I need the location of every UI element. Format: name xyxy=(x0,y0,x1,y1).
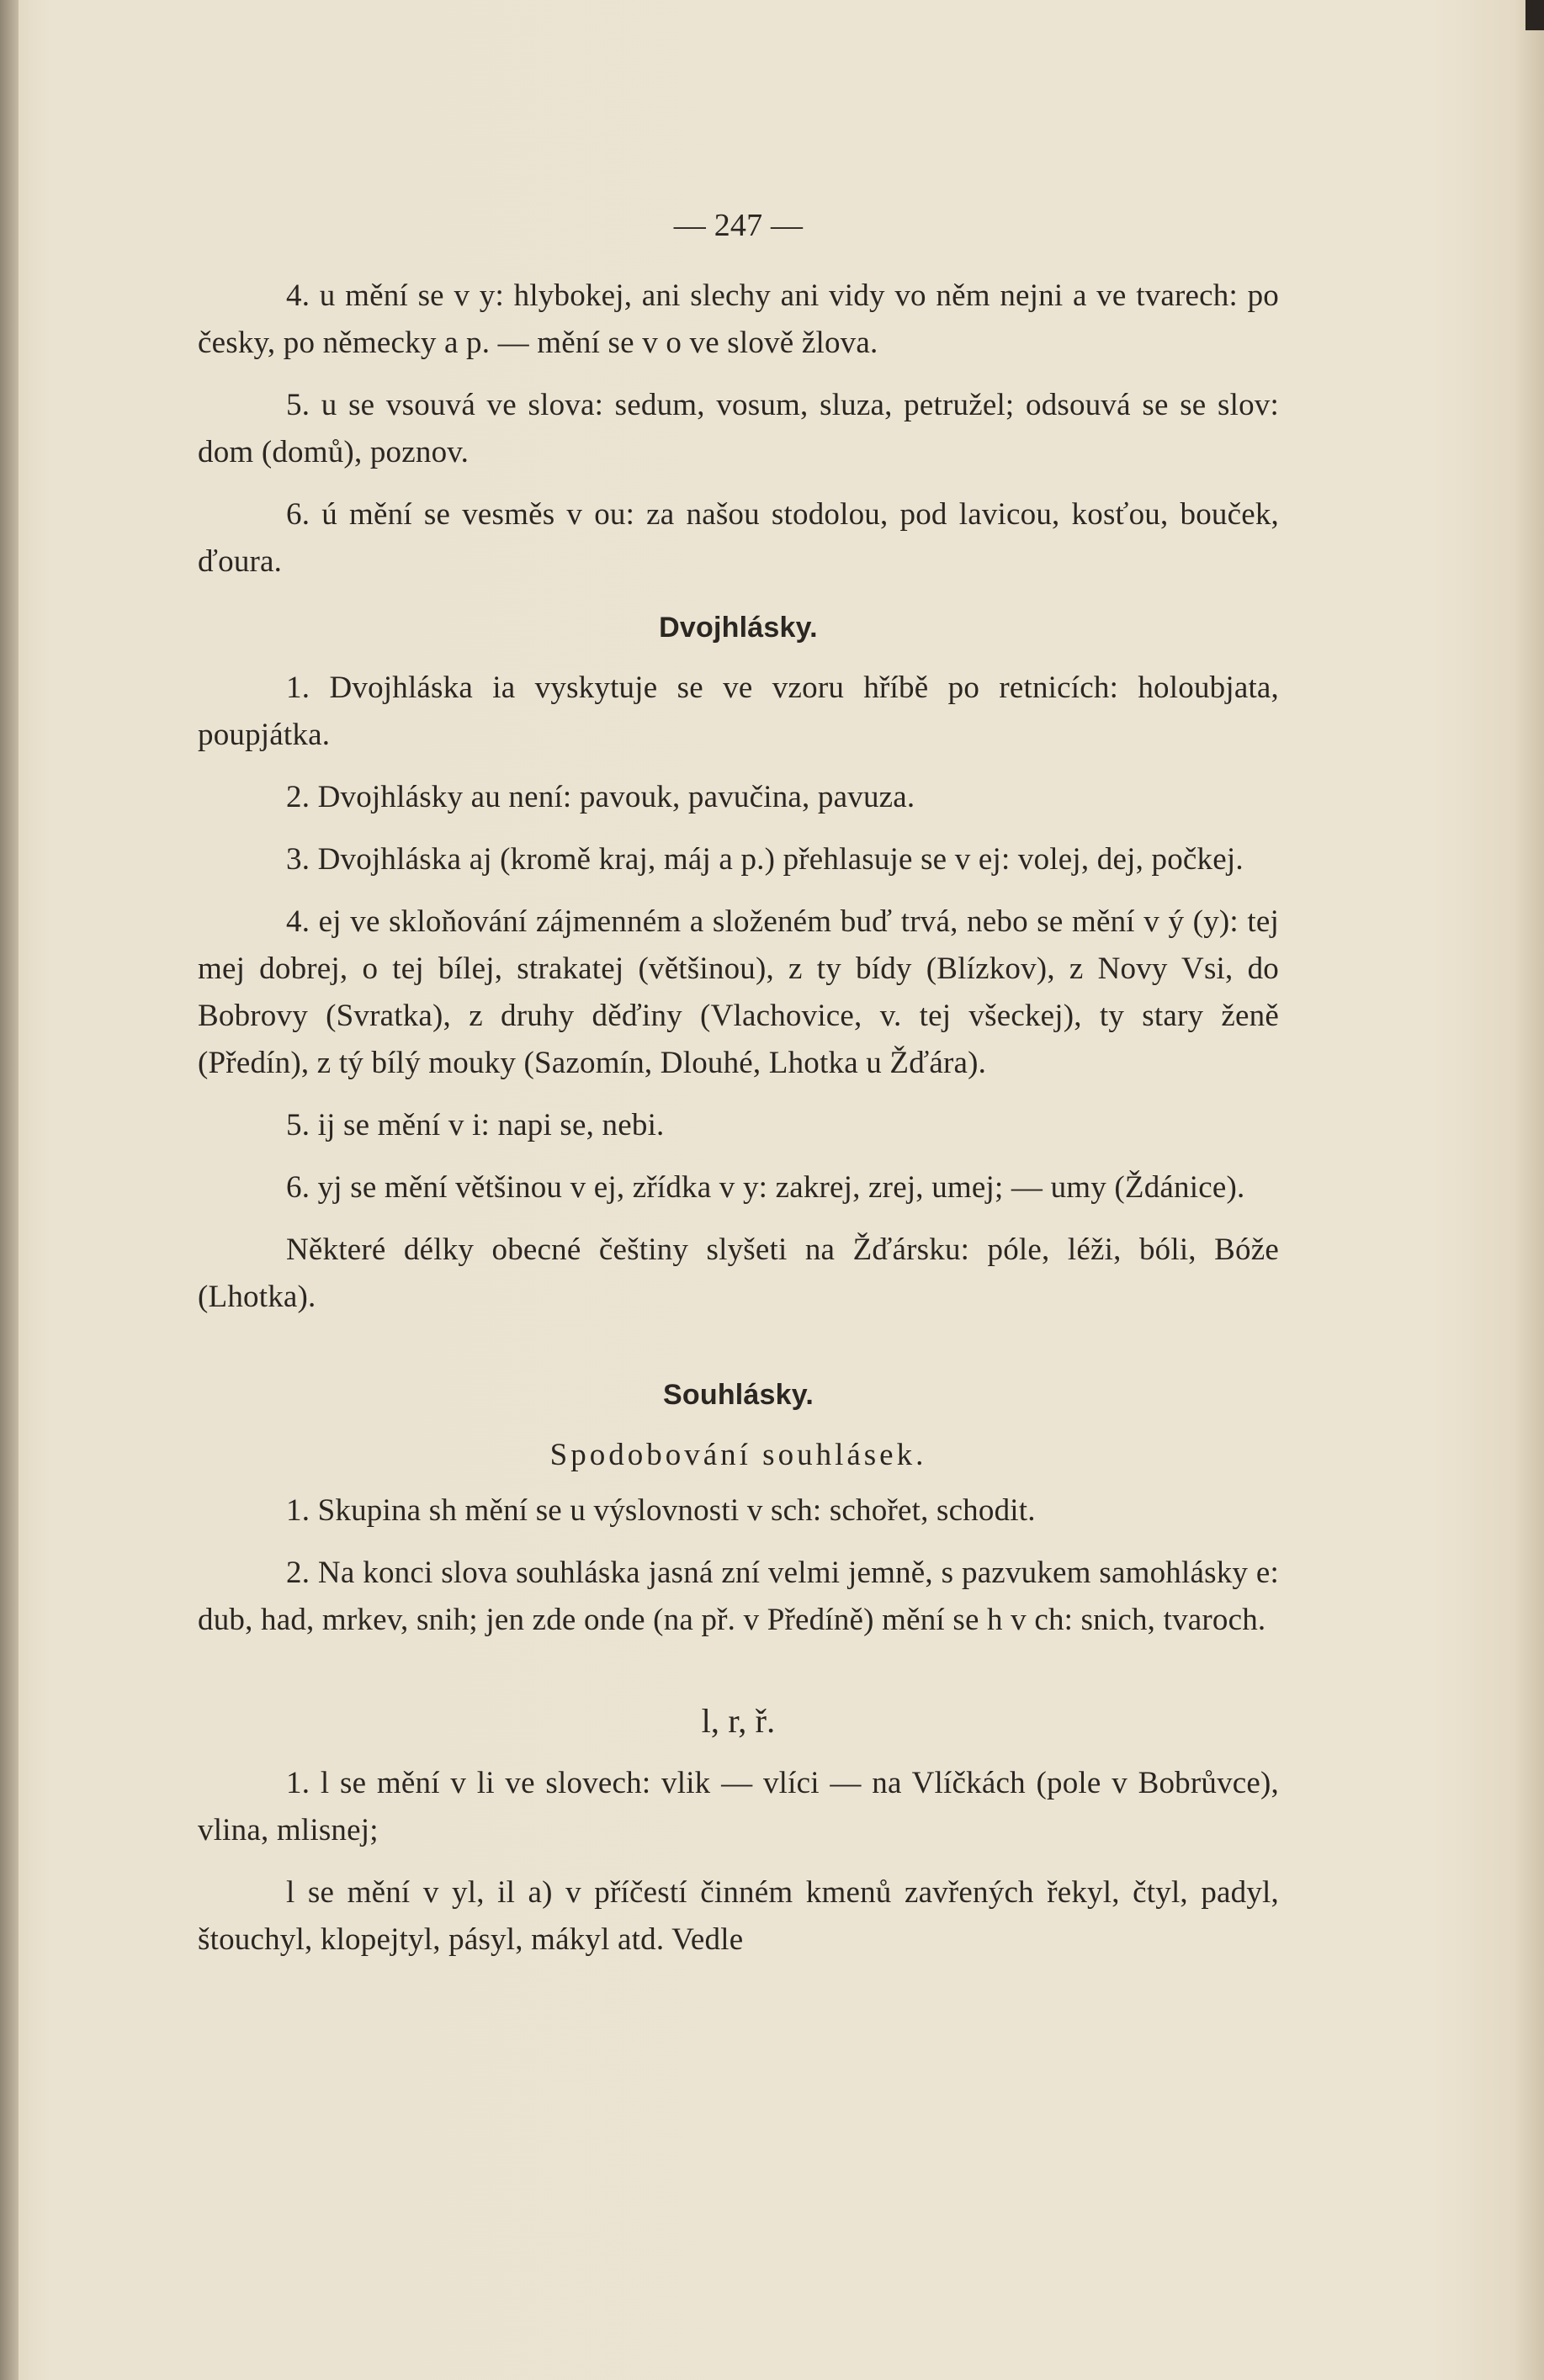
paragraph: 6. yj se mění většinou v ej, zřídka v y: zakrej, zrej, umej; — umy (Ždánice). xyxy=(286,1170,1245,1205)
page-number: — 247 — xyxy=(673,208,804,243)
section-heading-dvojhlasky: Dvojhlásky. xyxy=(659,612,818,644)
paragraph: 6. ú mění se vesměs v ou: za našou stodolou, pod lavicou, kosťou, bouček, ďoura. xyxy=(198,497,1279,579)
page-text xyxy=(198,202,1279,1979)
paragraph: l se mění v yl, il a) v příčestí činném kmenů zavřených řekyl, čtyl, padyl, štouchyl, klopejtyl, pásyl, mákyl atd. Vedle xyxy=(198,1875,1279,1957)
subsection-heading-spodobovani: Spodobování souhlásek. xyxy=(549,1438,927,1472)
paragraph: 5. ij se mění v i: napi se, nebi. xyxy=(286,1108,665,1142)
paragraph: 5. u se vsouvá ve slova: sedum, vosum, sluza, petružel; odsouvá se se slov: dom (domů), poznov. xyxy=(198,388,1279,469)
page-binding-edge xyxy=(0,0,19,2380)
paragraph: 4. ej ve skloňování zájmenném a složeném buď trvá, nebo se mění v ý (y): tej mej dobrej, o tej bílej, strakatej (většinou), z ty bídy (Blízkov), z Novy Vsi, do Bobrovy (Svratka), z druhy děďiny (Vlachovice, v. tej všeckej), ty stary ženě (Předín), z tý bílý mouky (Sazomín, Dlouhé, Lhotka u Žďára). xyxy=(198,904,1279,1080)
scan-corner xyxy=(1525,0,1544,30)
paragraph: 2. Na konci slova souhláska jasná zní velmi jemně, s pazvukem samohlásky e: dub, had, mrkev, snih; jen zde onde (na př. v Předíně) mění se h v ch: snich, tvaroch. xyxy=(198,1556,1279,1637)
paragraph: 3. Dvojhláska aj (kromě kraj, máj a p.) přehlasuje se v ej: volej, dej, počkej. xyxy=(286,842,1244,877)
paragraph: 1. Skupina sh mění se u výslovnosti v sch: schořet, schodit. xyxy=(286,1493,1036,1528)
paragraph: 1. l se mění v li ve slovech: vlik — vlíci — na Vlíčkách (pole v Bobrůvce), vlina, mlisnej; xyxy=(198,1766,1279,1847)
paragraph: 1. Dvojhláska ia vyskytuje se ve vzoru hříbě po retnicích: holoubjata, poupjátka. xyxy=(198,671,1279,752)
section-heading-souhlasky: Souhlásky. xyxy=(663,1379,814,1411)
paragraph: Některé délky obecné češtiny slyšeti na Žďársku: póle, léži, bóli, Bóže (Lhotka). xyxy=(198,1232,1279,1314)
paragraph: 4. u mění se v y: hlybokej, ani slechy ani vidy vo něm nejni a ve tvarech: po česky, po německy a p. — mění se v o ve slově žlova. xyxy=(198,278,1279,360)
paragraph: 2. Dvojhlásky au není: pavouk, pavučina, pavuza. xyxy=(286,780,915,814)
subsection-heading-lrr: l, r, ř. xyxy=(701,1702,776,1740)
